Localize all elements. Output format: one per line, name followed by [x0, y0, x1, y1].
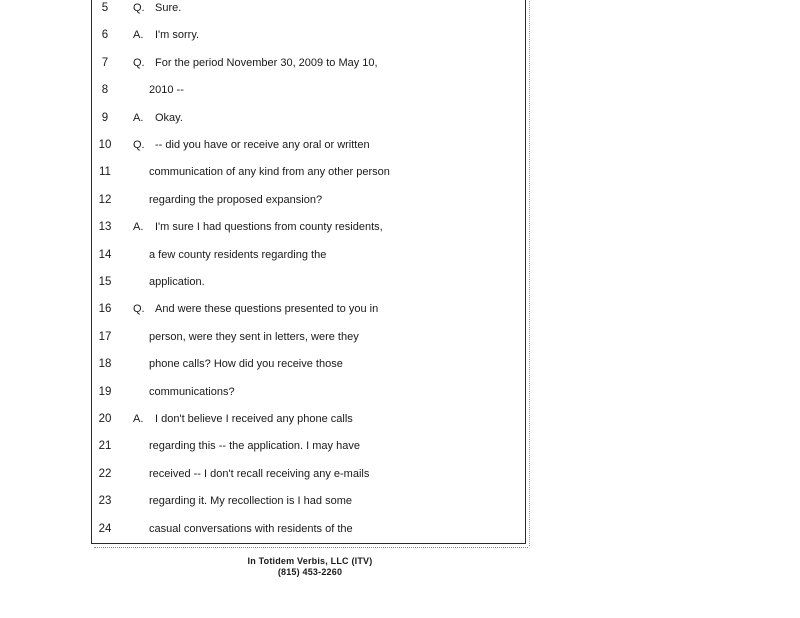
line-text: communication of any kind from any other person: [149, 166, 390, 179]
line-number: 19: [98, 385, 112, 398]
transcript-line: [91, 329, 526, 345]
transcript-line: [91, 411, 526, 427]
line-number: 22: [98, 467, 112, 480]
line-text: communications?: [149, 385, 235, 398]
speaker-label: A.: [133, 221, 144, 234]
transcript-line: [91, 0, 526, 16]
line-number: 16: [98, 303, 112, 316]
transcript-line: [91, 466, 526, 482]
line-number: 23: [98, 495, 112, 508]
line-number: 18: [98, 358, 112, 371]
line-number: 17: [98, 330, 112, 343]
line-text: regarding the proposed expansion?: [149, 193, 323, 206]
line-text: casual conversations with residents of the: [149, 522, 353, 535]
page-right-shadow: [527, 0, 530, 546]
speaker-label: Q.: [133, 56, 145, 69]
speaker-label: A.: [133, 413, 144, 425]
line-number: 20: [98, 413, 112, 425]
line-text: Okay.: [155, 111, 183, 124]
line-number: 5: [101, 2, 109, 14]
line-number: 13: [98, 221, 112, 234]
line-text: regarding this -- the application. I may have: [149, 440, 360, 453]
transcript-body: [91, 0, 526, 548]
transcript-line: [91, 82, 526, 98]
line-text: application.: [149, 276, 205, 288]
line-number: 12: [98, 193, 112, 206]
line-number: 7: [101, 56, 109, 69]
line-number: 15: [98, 276, 112, 288]
line-text: Sure.: [155, 2, 182, 14]
transcript-line: [91, 110, 526, 126]
line-text: I'm sorry.: [155, 29, 200, 42]
speaker-label: Q.: [133, 139, 145, 151]
line-number: 14: [98, 248, 112, 261]
line-text: person, were they sent in letters, were they: [149, 330, 359, 343]
line-number: 24: [98, 522, 112, 535]
transcript-line: [91, 247, 526, 263]
line-number: 21: [98, 440, 112, 453]
line-text: phone calls? How did you receive those: [149, 358, 343, 371]
footer-phone: (815) 453-2260: [277, 567, 343, 577]
transcript-line: [91, 274, 526, 290]
transcript-line: [91, 137, 526, 153]
speaker-label: Q.: [133, 303, 145, 316]
transcript-line: [91, 356, 526, 372]
transcript-line: [91, 521, 526, 537]
transcript-line: [91, 384, 526, 400]
line-text: -- did you have or receive any oral or written: [155, 139, 370, 151]
transcript-line: [91, 192, 526, 208]
line-text: regarding it. My recollection is I had some: [149, 495, 352, 508]
footer-company: In Totidem Verbis, LLC (ITV): [247, 556, 373, 566]
transcript-line: [91, 493, 526, 509]
line-text: a few county residents regarding the: [149, 248, 327, 261]
line-text: I don't believe I received any phone calls: [155, 413, 353, 425]
transcript-line: [91, 27, 526, 43]
line-text: And were these questions presented to you in: [155, 303, 379, 316]
transcript-line: [91, 164, 526, 180]
line-number: 6: [101, 29, 109, 42]
transcript-line: [91, 219, 526, 235]
transcript-line: [91, 301, 526, 317]
speaker-label: A.: [133, 29, 144, 42]
transcript-line: [91, 55, 526, 71]
line-text: For the period November 30, 2009 to May 10,: [155, 56, 378, 69]
line-number: 11: [99, 166, 111, 179]
line-text: 2010 --: [149, 84, 184, 97]
speaker-label: Q.: [133, 2, 145, 14]
line-text: I'm sure I had questions from county residents,: [155, 221, 383, 234]
transcript-line: [91, 438, 526, 454]
line-number: 8: [101, 84, 109, 97]
line-number: 9: [101, 111, 109, 124]
line-text: received -- I don't recall receiving any e-mails: [149, 467, 370, 480]
line-number: 10: [98, 139, 112, 151]
speaker-label: A.: [133, 111, 144, 124]
page-footer: [200, 556, 420, 578]
